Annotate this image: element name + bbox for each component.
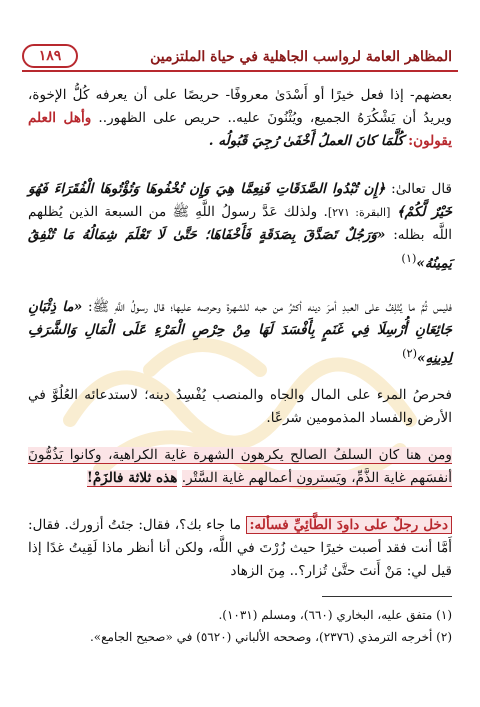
paragraph-5-text: ومن هنا كان السلفُ الصالح يكرهون الشهرة غاية الكراهية، وكانوا يَذُمُّونَ أنفسَهم غاية الذَّمِّ، ويَسترون أعمالهم غاية السَّتْر. [28,447,452,486]
paragraph-4 [28,384,452,430]
paragraph-6-highlight: دخل رجلٌ على داودَ الطَّائِيِّ فسأله: [246,516,453,534]
quran-verse: ﴿إِن تُبْدُوا الصَّدَقَاتِ فَنِعِمَّا هِيَ وَإِن تُخْفُوهَا وَتُؤْتُوهَا الْفُقَرَاءَ فَهُوَ خَيْرٌ لَّكُمْ﴾ [28,181,453,220]
paragraph-2 [28,178,452,276]
footnote-divider [322,596,452,597]
footnote-marker-2: (٢) [402,346,418,360]
paragraph-6-text: ما جاء بك؟، فقال: جئتُ أزورك. فقال: أَمَّا أنت فقد أصبت خيرًا حيث زُرْتَ في اللَّه، ولكن أنا أنظر ماذا لَقِيتُ غدًا إذا قيل لي: مَنْ أَنتَ حتَّىٰ تُزار؟.. مِنَ الزهاد [28,517,452,579]
hadith-text-2: «ما ذِئْبَانِ جَائِعَانِ أُرْسِلَا فِي غَنَمٍ بِأَفْسَدَ لَهَا مِنْ حِرْصِ الْمَرْءِ عَلَى الْمَالِ وَالشَّرَفِ لِدِينِهِ» [28,299,452,367]
page-header [22,40,458,70]
header-rule [22,70,458,72]
footnote-1: (١) متفق عليه، البخاري (٦٦٠)، ومسلم (١٠٣١). [218,608,452,622]
paragraph-5-emphasis: هذه ثلاثة فالزَمْ! [86,470,178,486]
paragraph-3-text: فليس ثُمَّ ما يُتْلِفُ على العبدِ أمرَ دينه أكثرُ من حبه للشهرة وحرصه عليها؛ قال رسولُ اللَّهِ ﷺ: [88,299,452,315]
paragraph-2-lead: قال تعالىٰ: [391,181,452,197]
footnote-2: (٢) أخرجه الترمذي (٢٣٧٦)، وصححه الألباني (٥٦٢٠) في «صحيح الجامع». [89,630,452,644]
paragraph-1-highlight: وأهل العلم يقولون: [28,110,452,149]
paragraph-4-text: فحرصُ المرء على المال والجاه والمنصب يُفْسِدُ دينه؛ لاستدعائه العُلُوَّ في الأرض والفساد المذمومين شرعًا. [28,387,452,426]
paragraph-6 [28,514,452,583]
running-title: المظاهر العامة لرواسب الجاهلية في حياة الملتزمين [150,49,452,65]
verse-reference: [البقرة: ٢٧١] [327,206,391,219]
hadith-text-1: «وَرَجُلٌ تَصَدَّقَ بِصَدَقَةٍ فَأَخْفَاهَا؛ حَتَّىٰ لَا تَعْلَمَ شِمَالُهُ مَا تُنْفِقُ يَمِينُهُ» [28,227,452,272]
paragraph-3 [28,296,452,371]
paragraph-1-saying: كُلَّمَا كانَ العملُ أَخْفَىٰ رُجِيَ قَبُولُه . [208,133,404,149]
paragraph-1 [28,84,452,153]
paragraph-5 [28,444,452,490]
paragraph-1-text: بعضهم- إذا فعل خيرًا أو أَسْدَىٰ معروفًا- حريصًا على أن يعرفه كُلُّ الإخوة، ويريدُ أن يَشْكُرَهُ الجميع، ويُثْنُونَ عليه.. حريص على الظهور.. [28,87,452,126]
page-number: ١٨٩ [22,44,78,68]
footnote-marker-1: (١) [401,251,417,265]
paragraph-2-text: . ولذلك عَدَّ رسولُ اللَّهِ ﷺ من السبعة الذين يُظلهم اللَّه بظله: [28,204,452,243]
